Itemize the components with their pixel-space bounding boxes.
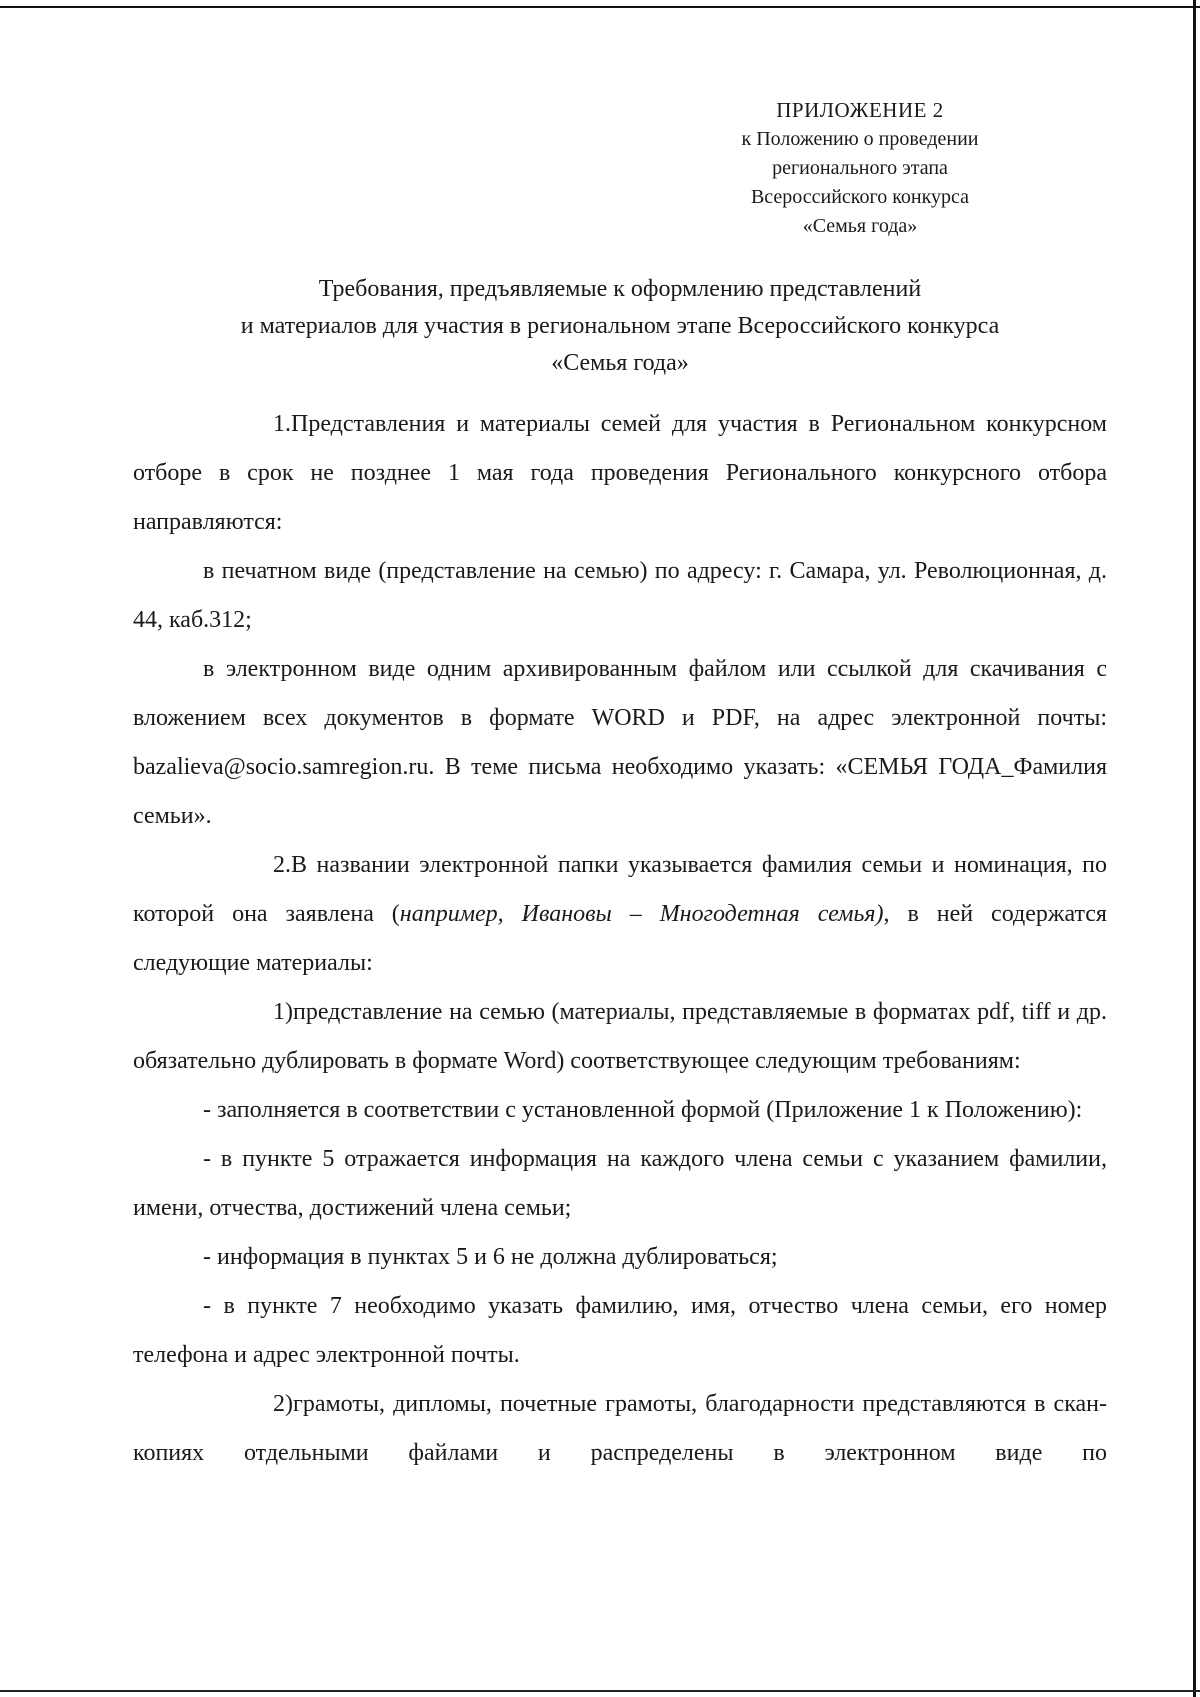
appendix-line-4: «Семья года»	[802, 215, 918, 237]
paragraph-6-text: - заполняется в соответствии с установленной формой (Приложение 1 к Положению):	[203, 1097, 1083, 1123]
paragraph-4-text-a: В названии электронной папки указывается фамилия семьи и номинация, по которой она заявлена (	[133, 852, 1107, 927]
paragraph-5-number: 1)	[273, 999, 293, 1025]
paragraph-8-text: - информация в пунктах 5 и 6 не должна дублироваться;	[203, 1244, 778, 1270]
paragraph-4-text-b: , в ней содержатся следующие материалы:	[133, 901, 1107, 976]
paragraph-9	[133, 1282, 1107, 1380]
paragraph-7-text: - в пункте 5 отражается информация на каждого члена семьи с указанием фамилии, имени, отчества, достижений члена семьи;	[133, 1146, 1107, 1221]
paragraph-9-text: - в пункте 7 необходимо указать фамилию, имя, отчество члена семьи, его номер телефона и адрес электронной почты.	[133, 1293, 1107, 1368]
paragraph-5	[133, 988, 1107, 1086]
document-body	[133, 400, 1107, 1478]
paragraph-7	[133, 1135, 1107, 1233]
paragraph-2-text: в печатном виде (представление на семью) по адресу: г. Самара, ул. Революционная, д. 44, каб.312;	[133, 558, 1107, 633]
appendix-line-1: к Положению о проведении	[741, 128, 979, 150]
title-line-2: и материалов для участия в региональном этапе Всероссийского конкурса	[240, 313, 1000, 339]
paragraph-1-number: 1.	[273, 411, 291, 437]
paragraph-8	[133, 1233, 1107, 1282]
scan-edge-top	[0, 6, 1200, 8]
paragraph-6	[133, 1086, 1107, 1135]
paragraph-10-text: грамоты, дипломы, почетные грамоты, благодарности представляются в скан-копиях отдельными файлами и распределены в электронном виде по	[133, 1391, 1107, 1466]
appendix-line-3: Всероссийского конкурса	[750, 186, 970, 208]
document-title	[130, 271, 1110, 382]
title-line-3: «Семья года»	[551, 350, 689, 376]
paragraph-4-example: например, Ивановы – Многодетная семья)	[399, 901, 884, 927]
paragraph-10	[133, 1380, 1107, 1478]
paragraph-3-text: в электронном виде одним архивированным файлом или ссылкой для скачивания с вложением всех документов в формате WORD и PDF, на адрес электронной почты: bazalieva@socio.samregion.ru. В теме письма необходимо указать: «СЕМЬЯ ГОДА_Фамилия семьи».	[133, 656, 1107, 829]
paragraph-1-text: Представления и материалы семей для участия в Региональном конкурсном отборе в срок не позднее 1 мая года проведения Регионального конкурсного отбора направляются:	[133, 411, 1107, 535]
paragraph-1	[133, 400, 1107, 547]
scan-edge-bottom	[0, 1690, 1200, 1692]
paragraph-3	[133, 645, 1107, 841]
paragraph-2	[133, 547, 1107, 645]
appendix-line-2: регионального этапа	[772, 157, 948, 179]
title-line-1: Требования, предъявляемые к оформлению представлений	[318, 276, 922, 302]
paragraph-10-number: 2)	[273, 1391, 293, 1417]
scan-edge-right	[1193, 0, 1196, 1697]
appendix-header	[690, 96, 1030, 241]
paragraph-4-number: 2.	[273, 852, 291, 878]
appendix-title: ПРИЛОЖЕНИЕ 2	[776, 98, 944, 122]
paragraph-4	[133, 841, 1107, 988]
paragraph-5-text: представление на семью (материалы, представляемые в форматах pdf, tiff и др. обязательно дублировать в формате Word) соответствующее следующим требованиям:	[133, 999, 1107, 1074]
